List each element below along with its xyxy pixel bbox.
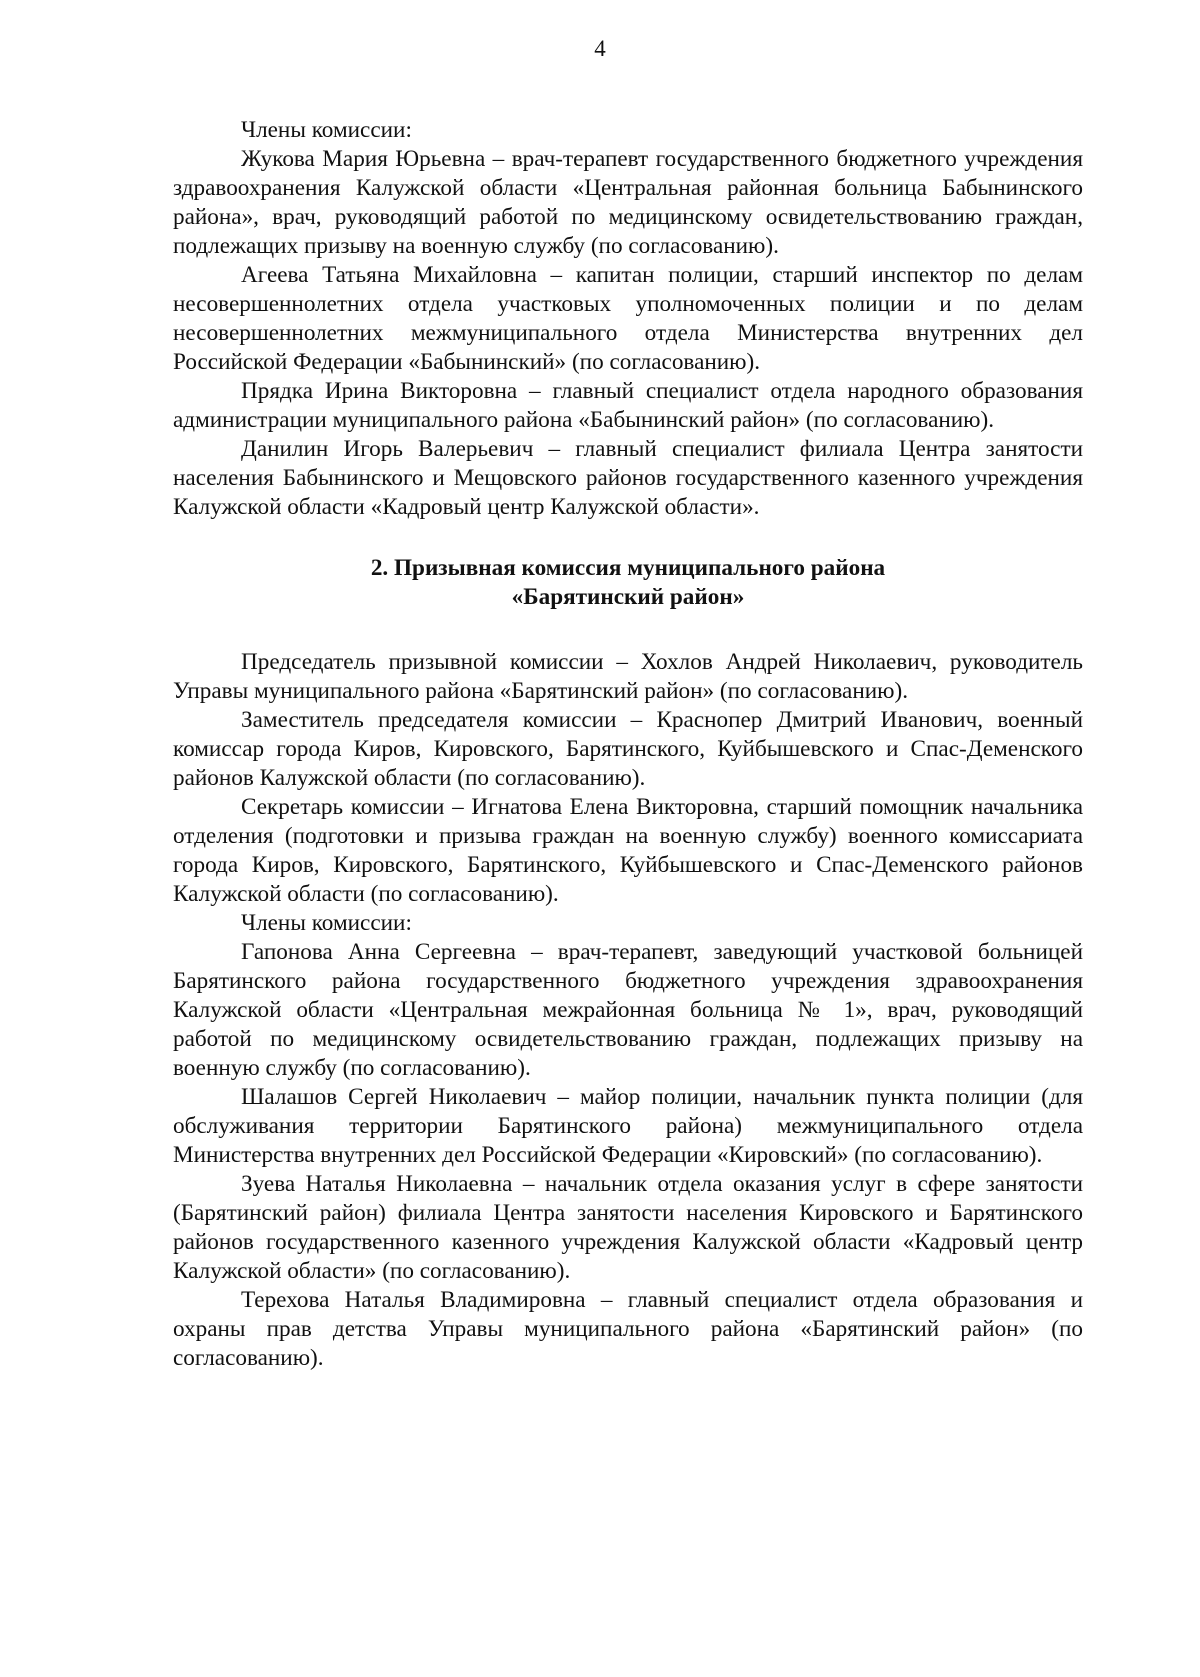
section-2-heading: [173, 554, 1083, 612]
deputy-paragraph: Заместитель председателя комиссии – Краснопер Дмитрий Иванович, военный комиссар города Киров, Кировского, Барятинского, Куйбышевского и Спас-Деменского районов Калужской области (по согласованию).: [173, 707, 1083, 791]
section-1-members: [173, 116, 1083, 522]
member-paragraph: Зуева Наталья Николаевна – начальник отдела оказания услуг в сфере занятости (Барятинский район) филиала Центра занятости населения Кировского и Барятинского районов государственного казенного учреждения Калужской области «Кадровый центр Калужской области» (по согласованию).: [173, 1171, 1083, 1284]
member-paragraph: Прядка Ирина Викторовна – главный специалист отдела народного образования администрации муниципального района «Бабынинский район» (по согласованию).: [173, 378, 1083, 433]
section-2-body: [173, 648, 1083, 1373]
member-paragraph: Шалашов Сергей Николаевич – майор полиции, начальник пункта полиции (для обслуживания территории Барятинского района) межмуниципального отдела Министерства внутренних дел Российской Федерации «Кировский» (по согласованию).: [173, 1084, 1083, 1168]
section-heading-line: «Барятинский район»: [511, 584, 745, 610]
member-paragraph: Терехова Наталья Владимировна – главный специалист отдела образования и охраны прав детства Управы муниципального района «Барятинский район» (по согласованию).: [173, 1287, 1083, 1371]
document-body: [173, 116, 1083, 1373]
member-paragraph: Данилин Игорь Валерьевич – главный специалист филиала Центра занятости населения Бабынинского и Мещовского районов государственного казенного учреждения Калужской области «Кадровый центр Калужской области».: [173, 436, 1083, 520]
chairman-paragraph: Председатель призывной комиссии – Хохлов Андрей Николаевич, руководитель Управы муниципального района «Барятинский район» (по согласованию).: [173, 649, 1083, 704]
secretary-paragraph: Секретарь комиссии – Игнатова Елена Викторовна, старший помощник начальника отделения (подготовки и призыва граждан на военную службу) военного комиссариата города Киров, Кировского, Барятинского, Куйбышевского и Спас-Деменского районов Калужской области (по согласованию).: [173, 794, 1083, 907]
section-heading-line: 2. Призывная комиссия муниципального района: [370, 555, 886, 581]
member-paragraph: Агеева Татьяна Михайловна – капитан полиции, старший инспектор по делам несовершеннолетних отдела участковых уполномоченных полиции и по делам несовершеннолетних межмуниципального отдела Министерства внутренних дел Российской Федерации «Бабынинский» (по согласованию).: [173, 262, 1083, 375]
page-number: 4: [594, 36, 606, 61]
members-label: Члены комиссии:: [241, 117, 412, 143]
member-paragraph: Жукова Мария Юрьевна – врач-терапевт государственного бюджетного учреждения здравоохранения Калужской области «Центральная районная больница Бабынинского района», врач, руководящий работой по медицинскому освидетельствованию граждан, подлежащих призыву на военную службу (по согласованию).: [173, 146, 1083, 259]
member-paragraph: Гапонова Анна Сергеевна – врач-терапевт, заведующий участковой больницей Барятинского района государственного бюджетного учреждения здравоохранения Калужской области «Центральная межрайонная больница № 1», врач, руководящий работой по медицинскому освидетельствованию граждан, подлежащих призыву на военную службу (по согласованию).: [173, 939, 1083, 1081]
members-label: Члены комиссии:: [241, 910, 412, 936]
